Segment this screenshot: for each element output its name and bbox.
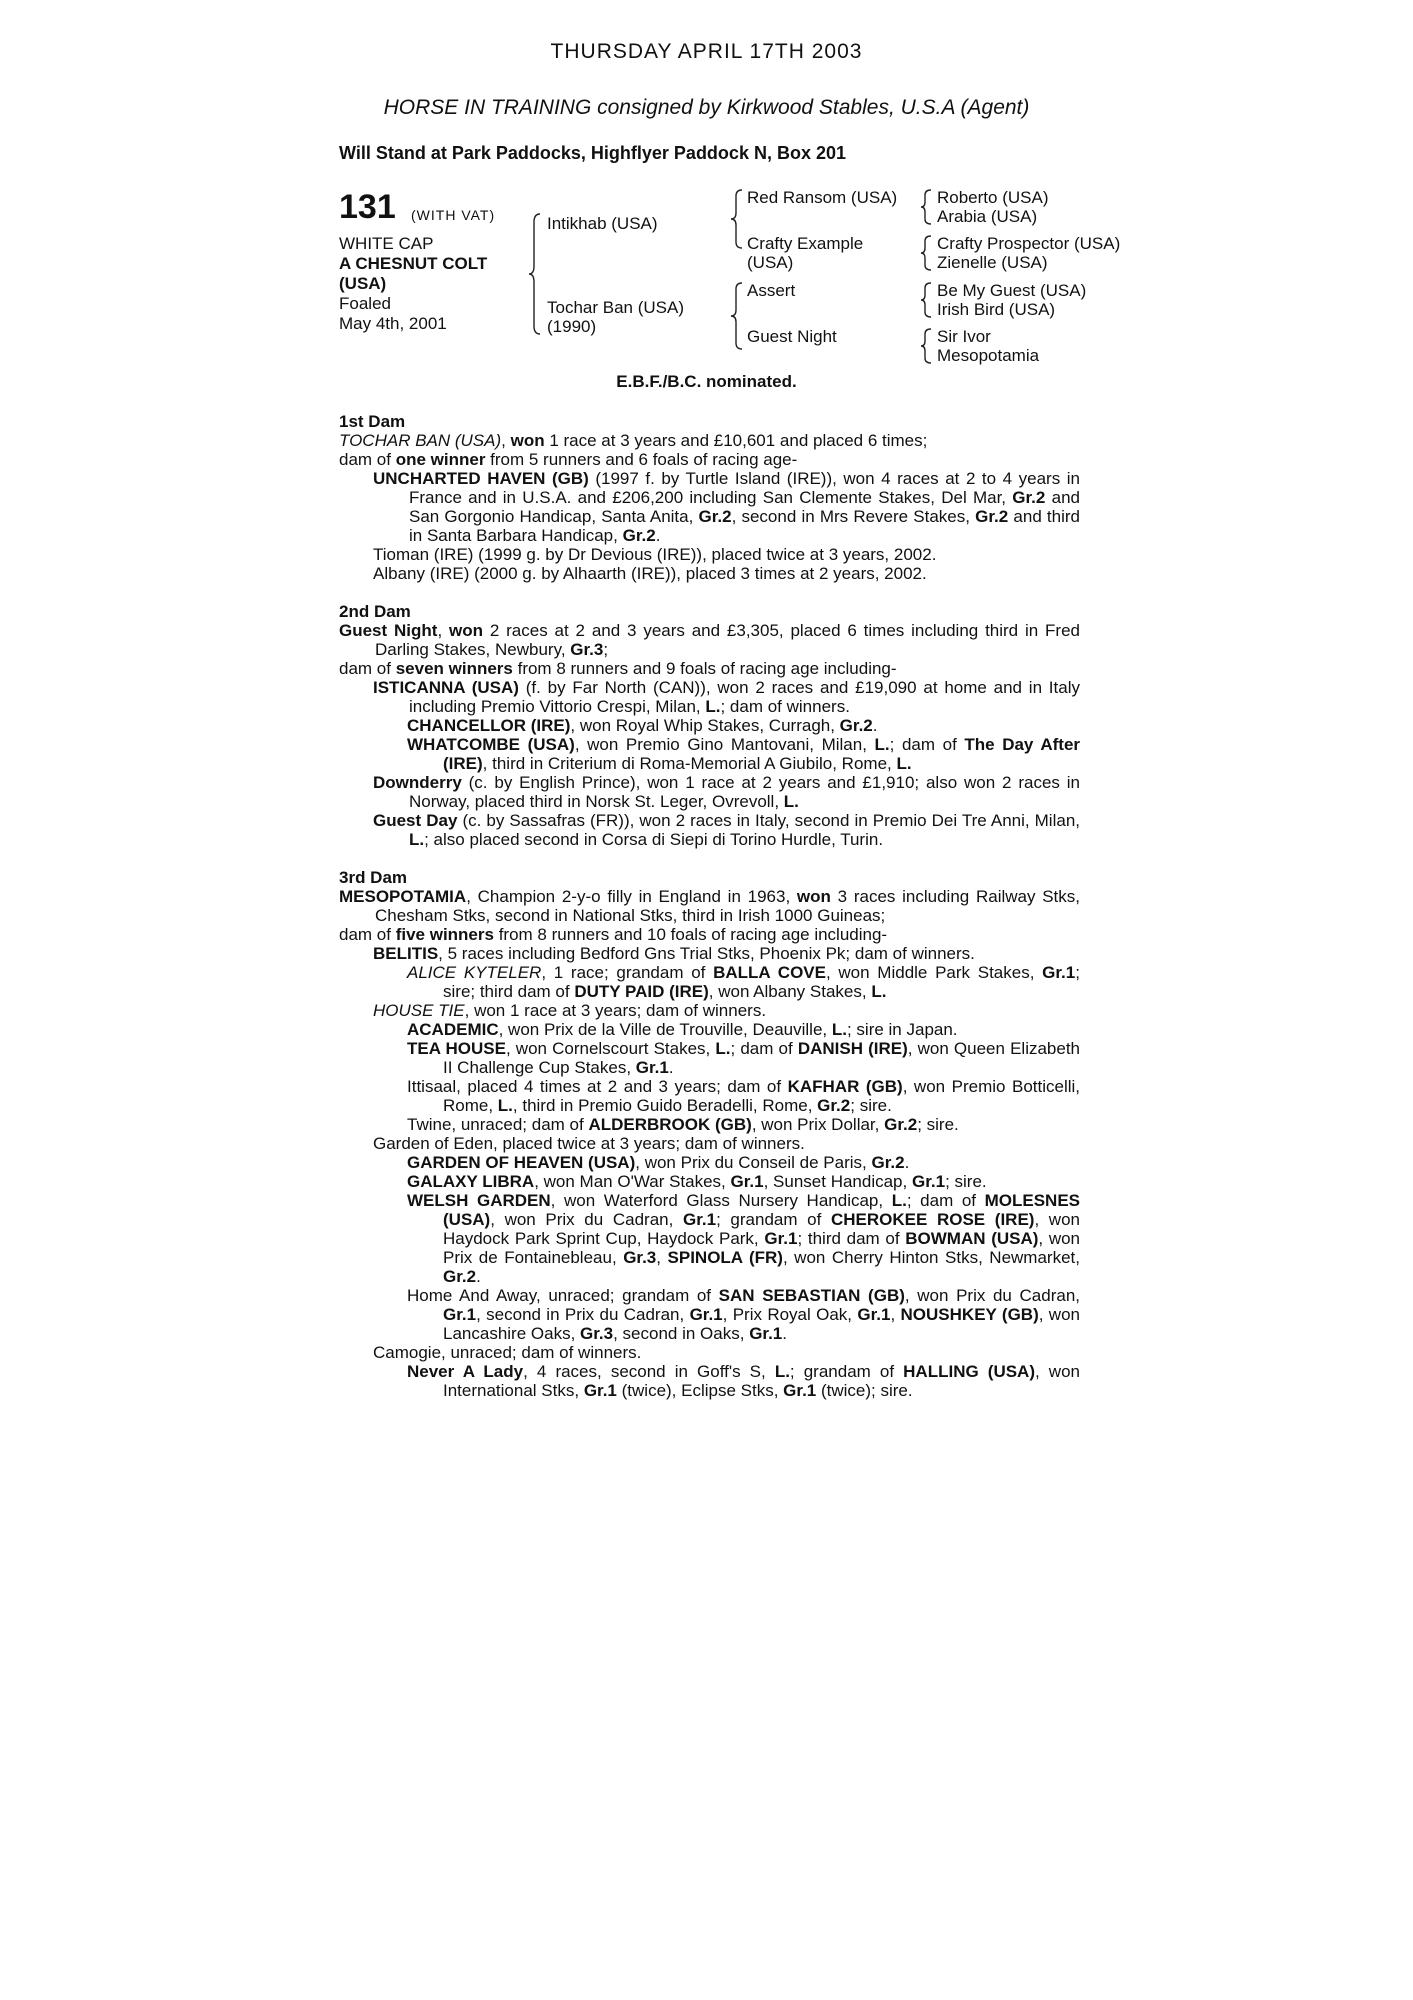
- third-dam-produce-summary: dam of five winners from 8 runners and 10 foals of racing age including-: [339, 925, 888, 944]
- ss-sire: Roberto (USA): [937, 188, 1049, 207]
- sd-dam: Zienelle (USA): [937, 253, 1048, 272]
- produce-house-tie: HOUSE TIE, won 1 race at 3 years; dam of winners.: [373, 1001, 767, 1020]
- sire-dam-origin: (USA): [747, 253, 794, 272]
- dam: Tochar Ban (USA): [547, 298, 684, 317]
- produce-alice-kyteler: ALICE KYTELER, 1 race; grandam of BALLA COVE, won Middle Park Stakes, Gr.1; sire; third dam of DUTY PAID (IRE), won Albany Stakes, L.: [407, 963, 1080, 1001]
- produce-welsh-garden: WELSH GARDEN, won Waterford Glass Nursery Handicap, L.; dam of MOLESNES (USA), won Prix du Cadran, Gr.1; grandam of CHEROKEE ROSE (IRE), won Haydock Park Sprint Cup, Haydock Park, Gr.1; third dam of BOWMAN (USA), won Prix de Fontainebleau, Gr.3, SPINOLA (FR), won Cherry Hinton Stks, Newmarket, Gr.2.: [407, 1191, 1081, 1286]
- sire: Intikhab (USA): [547, 214, 658, 233]
- second-dam-heading: 2nd Dam: [339, 602, 411, 621]
- second-dam-produce-summary: dam of seven winners from 8 runners and 9 foals of racing age including-: [339, 659, 897, 678]
- nomination-note: E.B.F./B.C. nominated.: [616, 372, 797, 391]
- produce-camogie: Camogie, unraced; dam of winners.: [373, 1343, 642, 1362]
- foaled-label: Foaled: [339, 294, 391, 313]
- horse-description: A CHESNUT COLT: [339, 254, 488, 273]
- produce-garden-of-eden: Garden of Eden, placed twice at 3 years; dam of winners.: [373, 1134, 805, 1153]
- brace-ivor-mesopotamia: [920, 327, 932, 365]
- ds-sire: Be My Guest (USA): [937, 281, 1087, 300]
- first-dam-section: [339, 412, 1080, 583]
- produce-whatcombe: WHATCOMBE (USA), won Premio Gino Mantovani, Milan, L.; dam of The Day After (IRE), third in Criterium di Roma-Memorial A Giubilo, Rome, L.: [407, 735, 1081, 773]
- produce-albany: Albany (IRE) (2000 g. by Alhaarth (IRE)), placed 3 times at 2 years, 2002.: [373, 564, 927, 583]
- dd-sire: Sir Ivor: [937, 327, 991, 346]
- produce-tea-house: TEA HOUSE, won Cornelscourt Stakes, L.; dam of DANISH (IRE), won Queen Elizabeth II Challenge Cup Stakes, Gr.1.: [407, 1039, 1081, 1077]
- produce-chancellor: CHANCELLOR (IRE), won Royal Whip Stakes, Curragh, Gr.2.: [407, 716, 878, 735]
- sale-date: THURSDAY APRIL 17TH 2003: [550, 40, 863, 63]
- produce-uncharted-haven: UNCHARTED HAVEN (GB) (1997 f. by Turtle Island (IRE)), won 4 races at 2 to 4 years in France and in U.S.A. and £206,200 including San Clemente Stakes, Del Mar, Gr.2 and San Gorgonio Handicap, Santa Anita, Gr.2, second in Mrs Revere Stakes, Gr.2 and third in Santa Barbara Handicap, Gr.2.: [373, 469, 1081, 545]
- brace-crafty-zienelle: [920, 234, 932, 272]
- vat-note: (WITH VAT): [411, 207, 496, 223]
- produce-guest-day: Guest Day (c. by Sassafras (FR)), won 2 races in Italy, second in Premio Dei Tre Anni, Milan, L.; also placed second in Corsa di Siepi di Torino Hurdle, Turin.: [373, 811, 1080, 849]
- produce-tioman: Tioman (IRE) (1999 g. by Dr Devious (IRE)), placed twice at 3 years, 2002.: [373, 545, 937, 564]
- produce-isticanna: ISTICANNA (USA) (f. by Far North (CAN)), won 2 races and £19,090 at home and in Italy including Premio Vittorio Crespi, Milan, L.; dam of winners.: [373, 678, 1080, 716]
- sire-dam-brace: [528, 212, 542, 336]
- first-dam-heading: 1st Dam: [339, 412, 406, 431]
- ss-dam: Arabia (USA): [937, 207, 1038, 226]
- sire-parents-brace: [730, 188, 744, 250]
- brace-guest-irishbird: [920, 281, 932, 319]
- produce-twine: Twine, unraced; dam of ALDERBROOK (GB), won Prix Dollar, Gr.2; sire.: [407, 1115, 959, 1134]
- produce-home-and-away: Home And Away, unraced; grandam of SAN SEBASTIAN (GB), won Prix du Cadran, Gr.1, second in Prix du Cadran, Gr.1, Prix Royal Oak, Gr.1, NOUSHKEY (GB), won Lancashire Oaks, Gr.3, second in Oaks, Gr.1.: [407, 1286, 1080, 1343]
- produce-belitis: BELITIS, 5 races including Bedford Gns Trial Stks, Phoenix Pk; dam of winners.: [373, 944, 975, 963]
- horse-origin: (USA): [339, 274, 387, 293]
- sire-sire: Red Ransom (USA): [747, 188, 898, 207]
- sd-sire: Crafty Prospector (USA): [937, 234, 1121, 253]
- second-dam-section: [339, 602, 1080, 849]
- produce-downderry: Downderry (c. by English Prince), won 1 race at 2 years and £1,910; also won 2 races in Norway, placed third in Norsk St. Leger, Ovrevoll, L.: [373, 773, 1080, 811]
- sire-dam: Crafty Example: [747, 234, 864, 253]
- first-dam-produce-summary: dam of one winner from 5 runners and 6 foals of racing age-: [339, 450, 798, 469]
- dd-dam: Mesopotamia: [937, 346, 1040, 365]
- produce-academic: ACADEMIC, won Prix de la Ville de Trouville, Deauville, L.; sire in Japan.: [407, 1020, 958, 1039]
- third-dam-section: [339, 868, 1080, 1400]
- produce-never-a-lady: Never A Lady, 4 races, second in Goff's S, L.; grandam of HALLING (USA), won International Stks, Gr.1 (twice), Eclipse Stks, Gr.1 (twice); sire.: [407, 1362, 1080, 1400]
- produce-galaxy-libra: GALAXY LIBRA, won Man O'War Stakes, Gr.1, Sunset Handicap, Gr.1; sire.: [407, 1172, 987, 1191]
- third-dam-heading: 3rd Dam: [339, 868, 408, 887]
- stand-location: Will Stand at Park Paddocks, Highflyer Paddock N, Box 201: [339, 143, 846, 163]
- dam-parents-brace: [730, 281, 744, 351]
- produce-ittisaal: Ittisaal, placed 4 times at 2 and 3 years; dam of KAFHAR (GB), won Premio Botticelli, Rome, L., third in Premio Guido Beradelli, Rome, Gr.2; sire.: [407, 1077, 1081, 1115]
- ds-dam: Irish Bird (USA): [937, 300, 1056, 319]
- dam-dam: Guest Night: [747, 327, 837, 346]
- brace-roberto-arabia: [920, 188, 932, 226]
- dam-sire: Assert: [747, 281, 796, 300]
- lot-number: 131: [339, 188, 396, 226]
- third-dam-record: MESOPOTAMIA, Champion 2-y-o filly in England in 1963, won 3 races including Railway Stks, Chesham Stks, second in National Stks, third in Irish 1000 Guineas;: [339, 887, 1080, 925]
- second-dam-record: Guest Night, won 2 races at 2 and 3 years and £3,305, placed 6 times including third in Fred Darling Stakes, Newbury, Gr.3;: [339, 621, 1080, 659]
- first-dam-record: TOCHAR BAN (USA), won 1 race at 3 years and £10,601 and placed 6 times;: [339, 431, 928, 450]
- dam-year: (1990): [547, 317, 597, 336]
- horse-name: WHITE CAP: [339, 234, 434, 253]
- foaled-date: May 4th, 2001: [339, 314, 447, 333]
- produce-garden-of-heaven: GARDEN OF HEAVEN (USA), won Prix du Conseil de Paris, Gr.2.: [407, 1153, 910, 1172]
- consignment-line: HORSE IN TRAINING consigned by Kirkwood Stables, U.S.A (Agent): [383, 96, 1030, 119]
